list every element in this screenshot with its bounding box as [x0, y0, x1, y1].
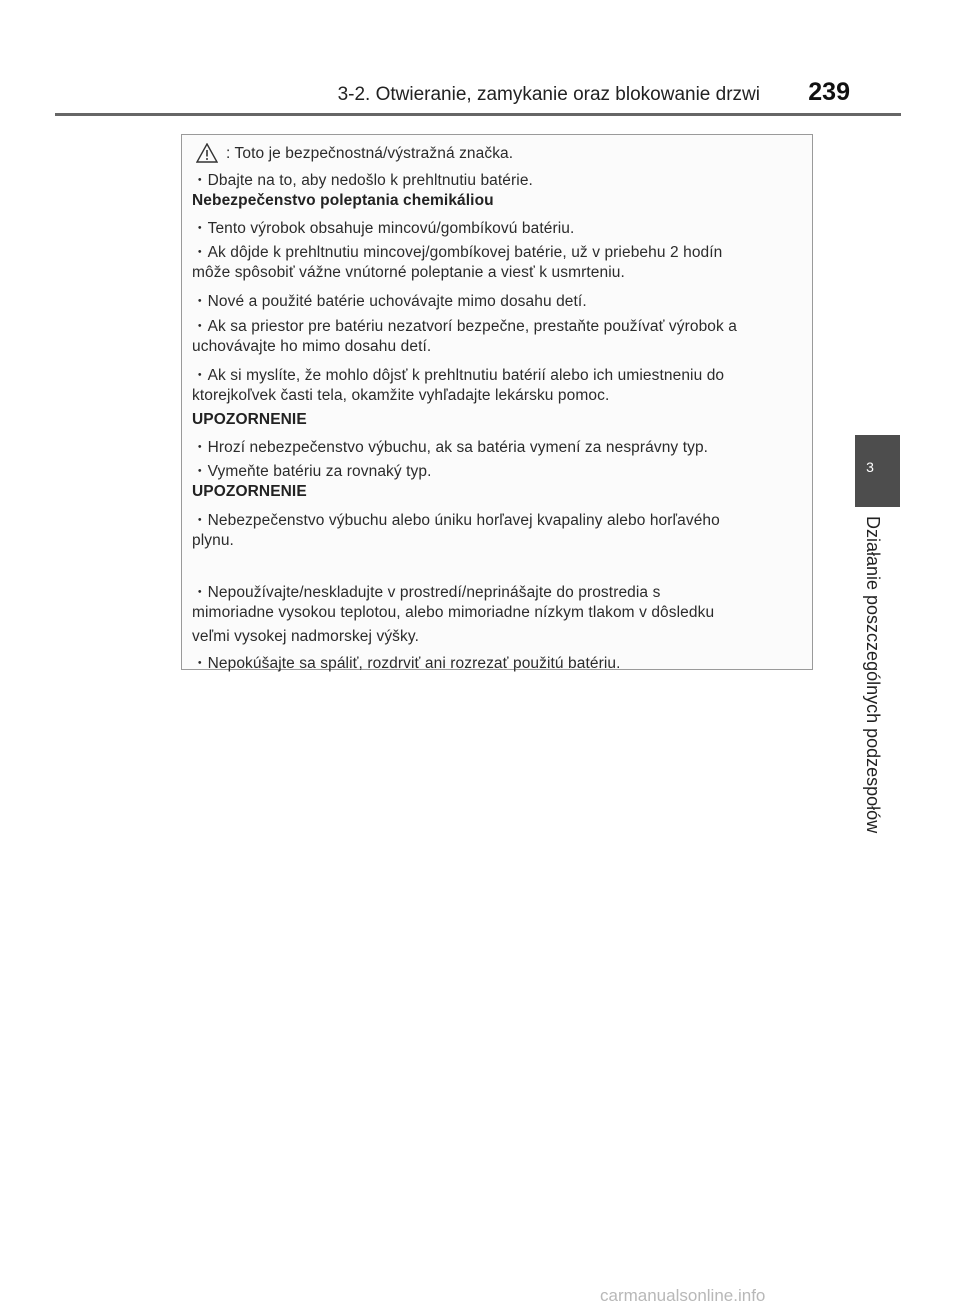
label-line: ・Dbajte na to, aby nedošlo k prehltnutiu batérie.	[192, 172, 533, 189]
label-line: mimoriadne vysokou teplotou, alebo mimoriadne nízkym tlakom v dôsledku	[192, 604, 715, 621]
warning-triangle-icon	[196, 143, 218, 163]
battery-warning-label	[181, 134, 813, 670]
label-line: ・Nepoužívajte/neskladujte v prostredí/neprinášajte do prostredia s	[192, 584, 661, 601]
label-line: ・Ak sa priestor pre batériu nezatvorí bezpečne, prestaňte používať výrobok a	[192, 318, 738, 335]
label-heading: Nebezpečenstvo poleptania chemikáliou	[192, 192, 494, 209]
label-line: ・Nové a použité batérie uchovávajte mimo dosahu detí.	[192, 293, 587, 310]
label-line: ・Nepokúšajte sa spáliť, rozdrviť ani rozrezať použitú batériu.	[192, 655, 621, 672]
label-line: ・Tento výrobok obsahuje mincovú/gombíkovú batériu.	[192, 220, 575, 237]
label-line-symbol: : Toto je bezpečnostná/výstražná značka.	[226, 145, 514, 162]
label-line: ・Vymeňte batériu za rovnaký typ.	[192, 463, 432, 480]
label-line: ・Hrozí nebezpečenstvo výbuchu, ak sa batéria vymení za nesprávny typ.	[192, 439, 709, 456]
label-line: môže spôsobiť vážne vnútorné poleptanie a viesť k usmrteniu.	[192, 264, 625, 281]
chapter-tab	[855, 435, 900, 507]
label-heading: UPOZORNENIE	[192, 411, 307, 428]
header-divider	[55, 113, 901, 116]
label-line: uchovávajte ho mimo dosahu detí.	[192, 338, 432, 355]
section-title: 3-2. Otwieranie, zamykanie oraz blokowanie drzwi	[337, 84, 760, 105]
label-heading: UPOZORNENIE	[192, 483, 307, 500]
label-line: ktorejkoľvek časti tela, okamžite vyhľadajte lekársku pomoc.	[192, 387, 610, 404]
label-line: ・Ak dôjde k prehltnutiu mincovej/gombíkovej batérie, už v priebehu 2 hodín	[192, 244, 723, 261]
watermark: carmanualsonline.info	[600, 1286, 766, 1305]
label-line: ・Nebezpečenstvo výbuchu alebo úniku horľavej kvapaliny alebo horľavého	[192, 512, 720, 529]
chapter-title: Działanie poszczególnych podzespołów	[863, 516, 883, 834]
page-number: 239	[808, 78, 850, 106]
label-line: ・Ak si myslíte, že mohlo dôjsť k prehltnutiu batérií alebo ich umiestneniu do	[192, 367, 725, 384]
chapter-number: 3	[866, 459, 874, 475]
label-line: veľmi vysokej nadmorskej výšky.	[192, 628, 419, 645]
label-line: plynu.	[192, 532, 234, 549]
